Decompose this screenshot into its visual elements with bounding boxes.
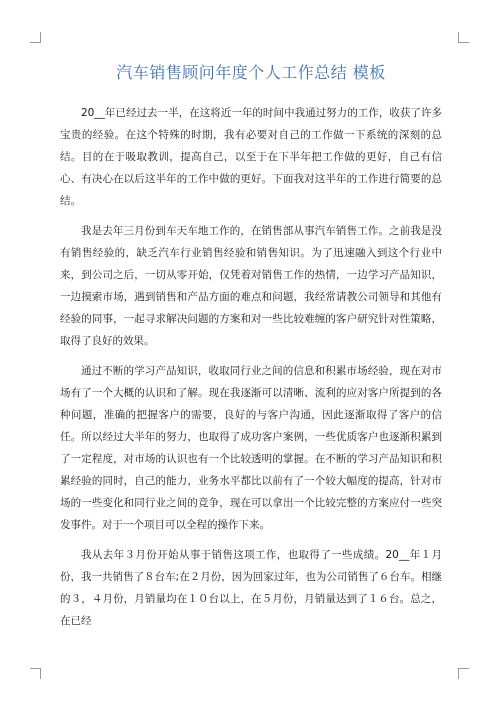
crop-mark-bottom-left <box>30 668 41 679</box>
crop-mark-bottom-right <box>458 668 469 679</box>
paragraph-1: 20__年已经过去一半，在这将近一年的时间中我通过努力的工作，收获了许多宝贵的经验。在这个特殊的时期，我有必要对自己的工作做一下系统的深刻的总结。目的在于吸取教训，提高自己，以至于在下半年把工作做的更好，自己有信心、有决心在以后这半年的工作中做的更好。下面我对这半年的工作进行简要的总结。 <box>60 107 442 207</box>
paragraph-3: 通过不断的学习产品知识，收取同行业之间的信息和积累市场经验，现在对市场有了一个大概的认识和了解。现在我逐渐可以清晰、流利的应对客户所提到的各种问题，准确的把握客户的需要，良好的与客户沟通，因此逐渐取得了客户的信任。所以经过大半年的努力，也取得了成功客户案例，一些优质客户也逐渐积累到了一定程度，对市场的认识也有一个比较透明的掌握。在不断的学习产品知识和积累经验的同时，自己的能力，业务水平都比以前有了一个较大幅度的提高，针对市场的一些变化和同行业之间的竞争，现在可以拿出一个比较完整的方案应付一些突发事件。对于一个项目可以全程的操作下来。 <box>60 365 442 531</box>
paragraph-4: 我从去年３月份开始从事于销售这项工作，也取得了一些成绩。20__年１月份，我一共销售了８台车;在２月份，因为回家过年，也为公司销售了６台车。相继的３，４月份，月销量均在１０台以上，在５月份，月销量达到了１６台。总之，在已经 <box>60 549 442 627</box>
crop-mark-top-right <box>458 32 469 43</box>
paragraph-2: 我是去年三月份到车天车地工作的，在销售部从事汽车销售工作。之前我是没有销售经验的，缺乏汽车行业销售经验和销售知识。为了迅速融入到这个行业中来，到公司之后，一切从零开始，仅凭着对销售工作的热情，一边学习产品知识，一边摸索市场，遇到销售和产品方面的难点和问题，我经常请教公司领导和其他有经验的同事，一起寻求解决问题的方案和对一些比较难缠的客户研究针对性策略，取得了良好的效果。 <box>60 225 442 347</box>
document-body <box>60 60 442 640</box>
crop-mark-top-left <box>30 32 41 43</box>
document-title: 汽车销售顾问年度个人工作总结 模板 <box>116 63 386 82</box>
